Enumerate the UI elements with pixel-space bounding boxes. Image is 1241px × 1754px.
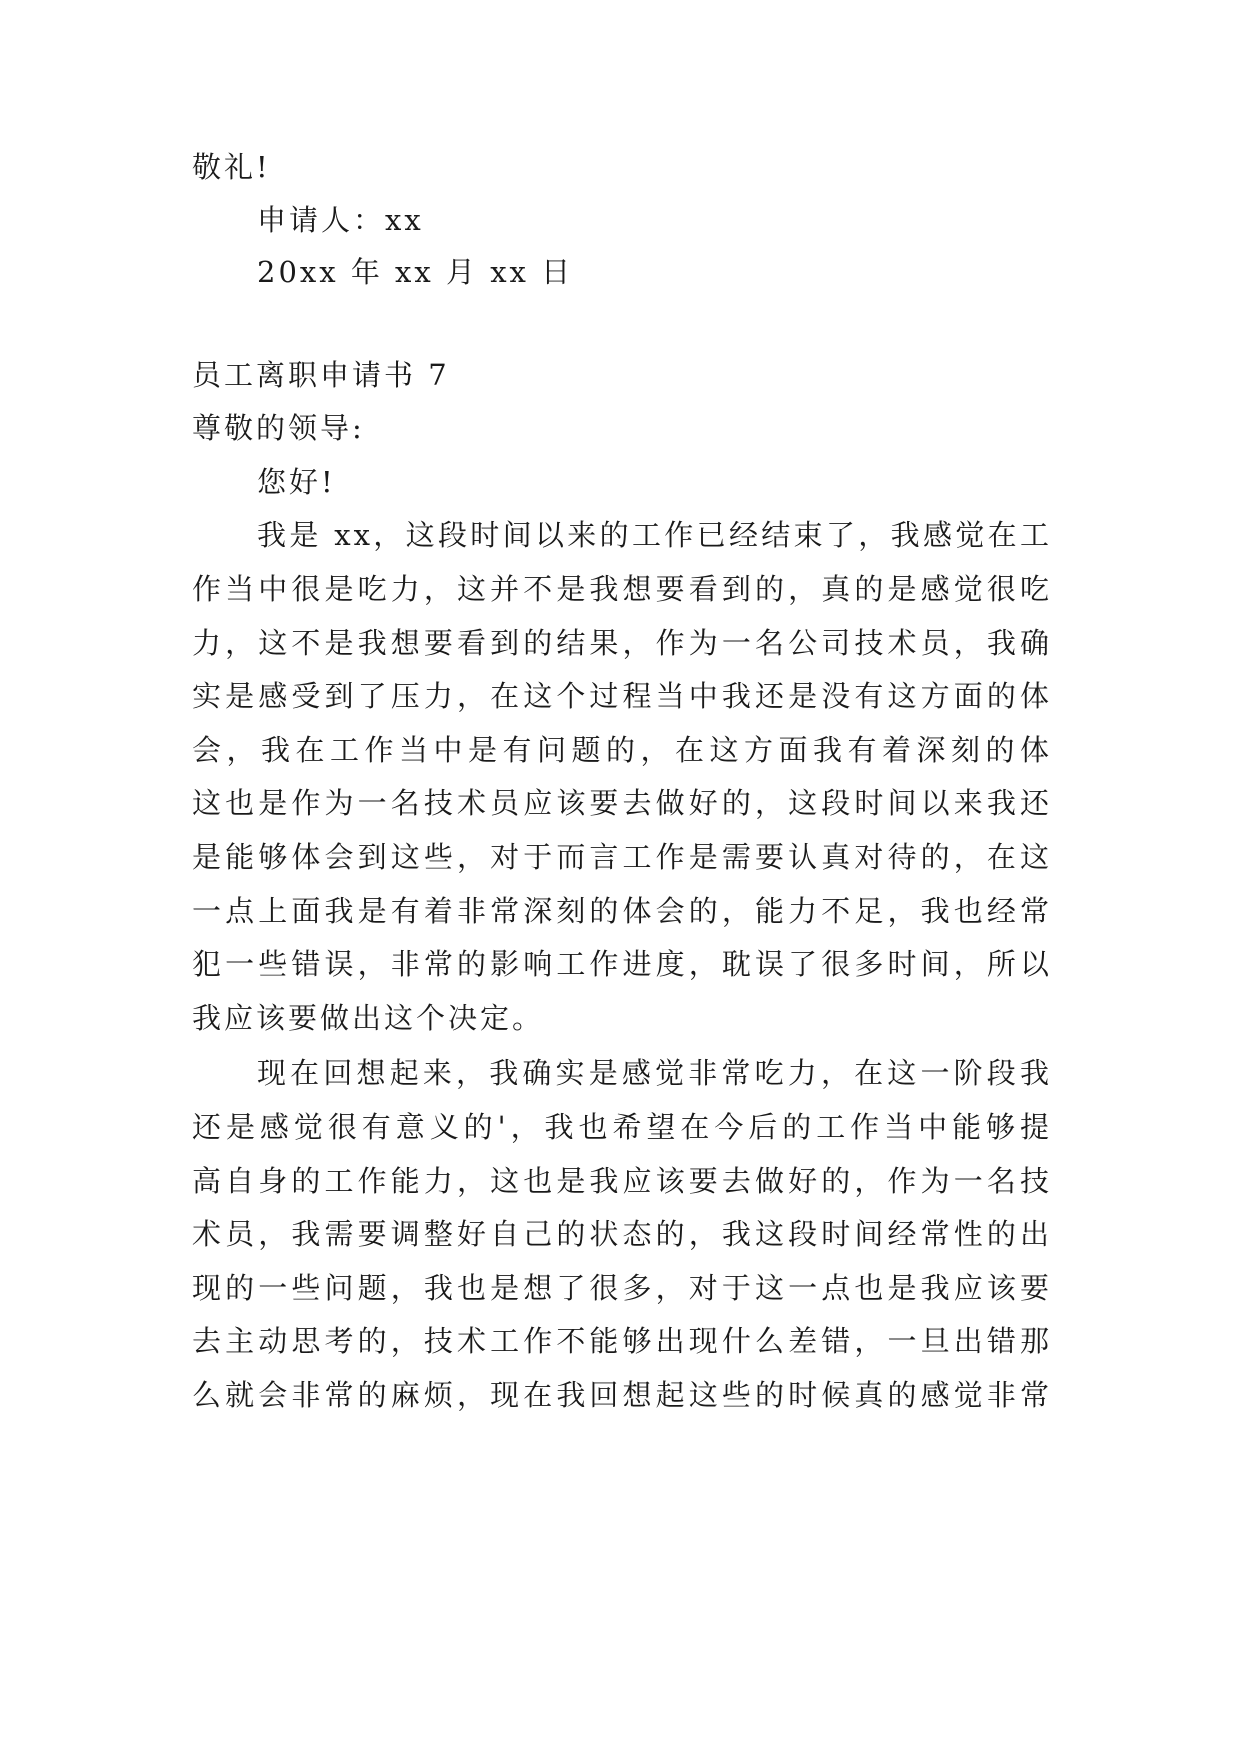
paragraph2-line: 高自身的工作能力，这也是我应该要去做好的，作为一名技 <box>192 1164 1052 1198</box>
addressee: 尊敬的领导: <box>192 411 365 445</box>
paragraph2-line: 术员，我需要调整好自己的状态的，我这段时间经常性的出 <box>192 1217 1052 1251</box>
greeting: 您好! <box>257 465 336 499</box>
paragraph1-line: 我应该要做出这个决定。 <box>192 1001 545 1035</box>
paragraph2-line: 去主动思考的，技术工作不能够出现什么差错，一旦出错那 <box>192 1324 1052 1358</box>
paragraph2-line: 现的一些问题，我也是想了很多，对于这一点也是我应该要 <box>192 1271 1052 1305</box>
paragraph1-line: 是能够体会到这些，对于而言工作是需要认真对待的，在这 <box>192 840 1052 874</box>
paragraph1-line: 这也是作为一名技术员应该要去做好的，这段时间以来我还 <box>192 786 1052 820</box>
paragraph1-line: 我是 xx，这段时间以来的工作已经结束了，我感觉在工 <box>257 518 1052 552</box>
paragraph2-line: 现在回想起来，我确实是感觉非常吃力，在这一阶段我 <box>257 1056 1052 1090</box>
letter-title: 员工离职申请书 7 <box>192 358 450 392</box>
paragraph1-line: 犯一些错误，非常的影响工作进度，耽误了很多时间，所以 <box>192 947 1052 981</box>
paragraph1-line: 一点上面我是有着非常深刻的体会的，能力不足，我也经常 <box>192 894 1052 928</box>
paragraph1-line: 会，我在工作当中是有问题的，在这方面我有着深刻的体 <box>192 733 1052 767</box>
paragraph1-line: 力，这不是我想要看到的结果，作为一名公司技术员，我确 <box>192 626 1052 660</box>
closing-salute: 敬礼! <box>192 150 271 184</box>
paragraph1-line: 作当中很是吃力，这并不是我想要看到的，真的是感觉很吃 <box>192 572 1052 606</box>
paragraph2-line: 么就会非常的麻烦，现在我回想起这些的时候真的感觉非常 <box>192 1378 1052 1412</box>
paragraph1-line: 实是感受到了压力，在这个过程当中我还是没有这方面的体 <box>192 679 1052 713</box>
applicant-line: 申请人：xx <box>257 203 424 237</box>
paragraph2-line: 还是感觉很有意义的'，我也希望在今后的工作当中能够提 <box>192 1110 1052 1144</box>
date-line: 20xx 年 xx 月 xx 日 <box>257 255 574 289</box>
